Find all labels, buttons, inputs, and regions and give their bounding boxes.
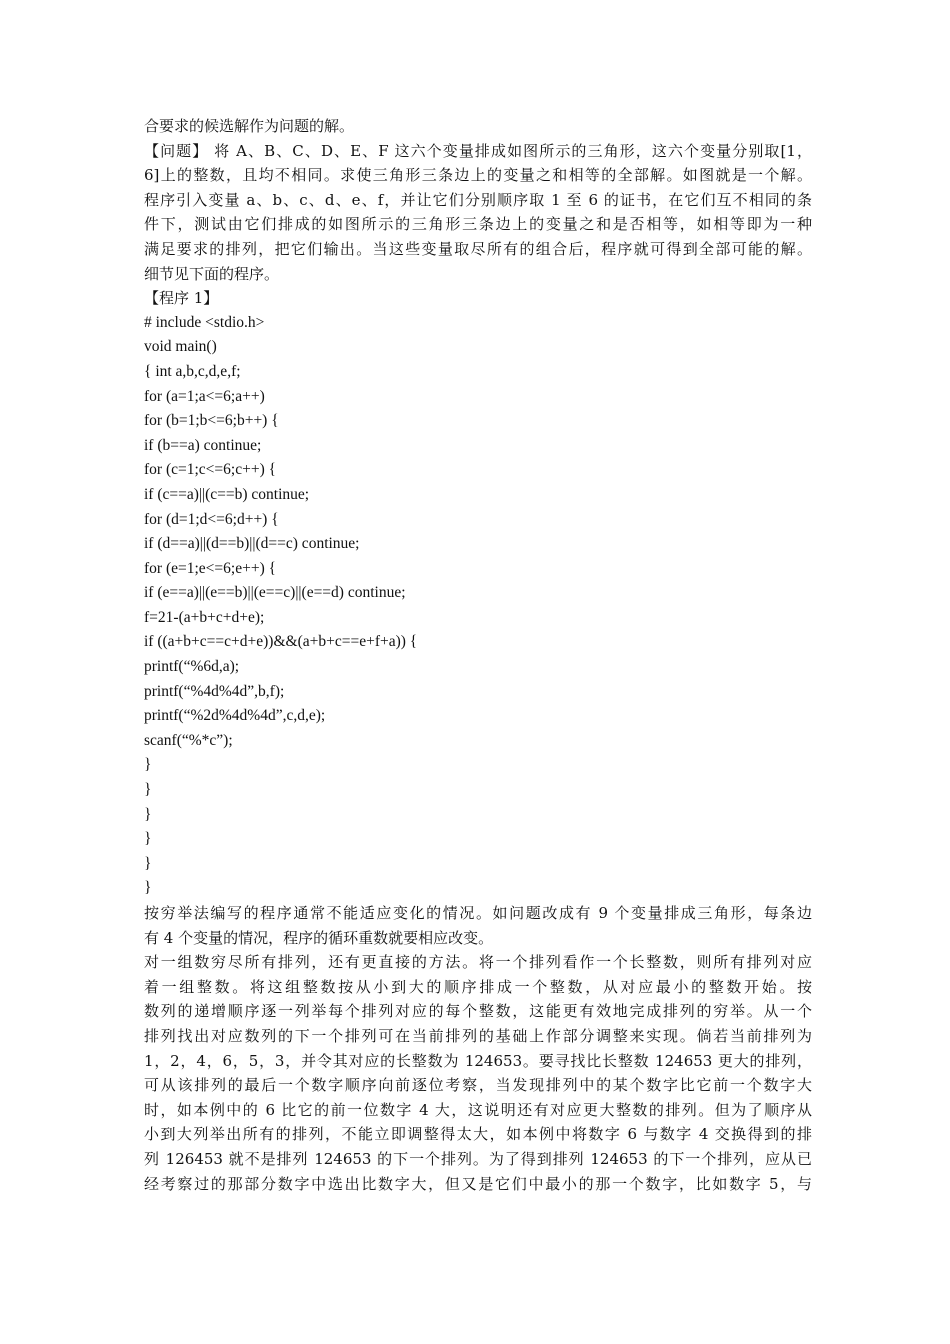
code-line: for (d=1;d<=6;d++) { <box>144 510 279 528</box>
paragraph-line: 数列的递增顺序逐一列举每个排列对应的每个整数，这能更有效地完成排列的穷举。从一个 <box>144 1002 812 1021</box>
code-line: } <box>144 781 152 799</box>
code-line: if (e==a)||(e==b)||(e==c)||(e==d) continue; <box>144 584 406 602</box>
code-line: if (b==a) continue; <box>144 436 262 454</box>
paragraph-exhaustive-limitation <box>144 901 812 950</box>
code-line: for (e=1;e<=6;e++) { <box>144 559 277 577</box>
code-line: scanf(“%*c”); <box>144 731 233 749</box>
problem-line: 件下，测试由它们排成的如图所示的三角形三条边上的变量之和是否相等，如相等即为一种 <box>144 215 812 234</box>
paragraph-line: 按穷举法编写的程序通常不能适应变化的情况。如问题改成有 9 个变量排成三角形，每条边 <box>144 904 812 922</box>
intro-line: 合要求的候选解作为问题的解。 <box>144 117 355 135</box>
paragraph-line: 经考察过的那部分数字中选出比数字大，但又是它们中最小的那一个数字，比如数字 5，与 <box>144 1174 812 1193</box>
code-line: } <box>144 879 152 897</box>
code-line: if ((a+b+c==c+d+e))&&(a+b+c==e+f+a)) { <box>144 633 418 651</box>
problem-line: 【问题】 将 A、B、C、D、E、F 这六个变量排成如图所示的三角形，这六个变量分别取[1， <box>144 141 812 160</box>
paragraph-line: 列 126453 就不是排列 124653 的下一个排列。为了得到排列 124653 的下一个排列，应从已 <box>144 1149 812 1168</box>
code-line: printf(“%4d%4d”,b,f); <box>144 682 285 700</box>
paragraph-line: 1，2，4，6，5，3，并令其对应的长整数为 124653。要寻找比长整数 124653 更大的排列， <box>144 1051 812 1070</box>
document-body <box>144 114 812 1196</box>
problem-line: 程序引入变量 a、b、c、d、e、f，并让它们分别顺序取 1 至 6 的证书，在它们互不相同的条 <box>144 190 812 209</box>
code-line: } <box>144 830 152 848</box>
program-title: 【程序 1】 <box>144 289 219 308</box>
code-line: void main() <box>144 338 217 356</box>
paragraph-line: 可从该排列的最后一个数字顺序向前逐位考察，当发现排列中的某个数字比它前一个数字大 <box>144 1076 812 1095</box>
code-line: if (c==a)||(c==b) continue; <box>144 485 310 503</box>
problem-line: 满足要求的排列，把它们输出。当这些变量取尽所有的组合后，程序就可得到全部可能的解。 <box>144 239 812 258</box>
paragraph-line: 对一组数穷尽所有排列，还有更直接的方法。将一个排列看作一个长整数，则所有排列对应 <box>144 953 812 972</box>
problem-line: 细节见下面的程序。 <box>144 264 280 283</box>
paragraph-line: 排列找出对应数列的下一个排列可在当前排列的基础上作部分调整来实现。倘若当前排列为 <box>144 1026 812 1045</box>
code-line: printf(“%6d,a); <box>144 658 240 676</box>
problem-paragraph <box>144 139 812 287</box>
code-line: for (b=1;b<=6;b++) { <box>144 412 279 430</box>
paragraph-line: 有 4 个变量的情况，程序的循环重数就要相应改变。 <box>144 928 494 947</box>
paragraph-permutation-method <box>144 950 812 1196</box>
code-line: # include <stdio.h> <box>144 313 265 331</box>
paragraph-line: 时，如本例中的 6 比它的前一位数字 4 大，这说明还有对应更大整数的排列。但为了顺序从 <box>144 1100 812 1119</box>
problem-line: 6]上的整数，且均不相同。求使三角形三条边上的变量之和相等的全部解。如图就是一个解。 <box>144 166 812 185</box>
code-line: for (a=1;a<=6;a++) <box>144 387 265 405</box>
code-line: } <box>144 805 152 823</box>
code-line: { int a,b,c,d,e,f; <box>144 362 241 380</box>
paragraph-line: 小到大列举出所有的排列，不能立即调整得太大，如本例中将数字 6 与数字 4 交换得到的排 <box>144 1125 812 1144</box>
code-line: if (d==a)||(d==b)||(d==c) continue; <box>144 535 360 553</box>
code-line: } <box>144 756 152 774</box>
code-listing <box>144 311 812 901</box>
code-line: for (c=1;c<=6;c++) { <box>144 461 277 479</box>
code-line: printf(“%2d%4d%4d”,c,d,e); <box>144 707 326 725</box>
code-line: } <box>144 854 152 872</box>
code-line: f=21-(a+b+c+d+e); <box>144 608 265 626</box>
paragraph-line: 着一组整数。将这组整数按从小到大的顺序排成一个整数，从对应最小的整数开始。按 <box>144 977 812 996</box>
